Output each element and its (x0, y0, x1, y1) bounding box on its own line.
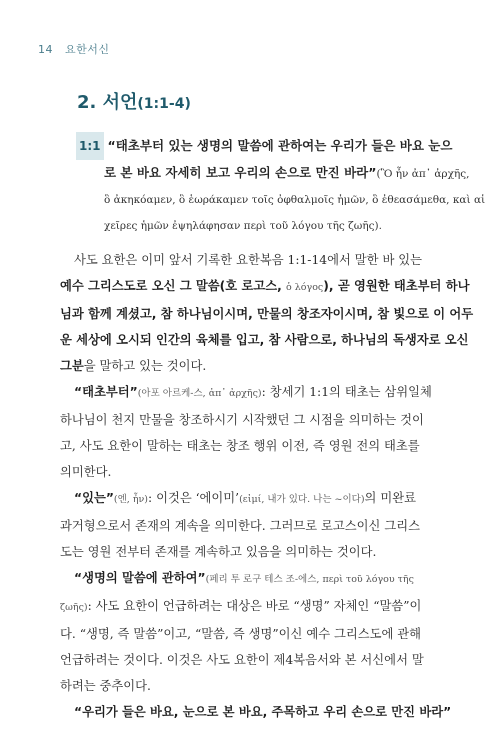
verse-line-1 (76, 132, 453, 160)
p1-bold-a: 예수 그리스도로 오신 그 말씀(호 로고스, (60, 279, 287, 293)
p1-line-4: 운 세상에 오시되 인간의 육체를 입고, 참 사람으로, 하나님의 독생자로 오신 (60, 333, 469, 347)
p2-line-1 (60, 379, 442, 407)
p3-line-2: 과거형으로서 존재의 계속을 의미한다. 그러므로 로고스이신 그리스 (60, 519, 420, 533)
p2-line-2: 하나님이 천지 만물을 창조하시기 시작했던 그 시점을 의미하는 것이 (60, 413, 424, 427)
p1-line-5 (60, 353, 442, 379)
p4-line-2 (60, 593, 442, 621)
p4-note-2: ζωῆς) (60, 602, 88, 613)
p4-term-note: (페리 투 로구 테스 조-에스, περὶ τοῦ λόγου τῆς (205, 574, 414, 585)
p1-line-2 (60, 273, 470, 301)
p4-line-3: 다. “생명, 즉 말씀”이고, “말씀, 즉 생명”이신 예수 그리스도에 관해 (60, 627, 422, 641)
section-reference: (1:1-4) (137, 96, 191, 112)
p3-term: “있는” (74, 491, 114, 505)
page-number: 14 (38, 43, 53, 56)
verse-text-1: “태초부터 있는 생명의 말씀에 관하여는 우리가 들은 바요 눈으 (107, 138, 453, 153)
p2-line-3: 고, 사도 요한이 말하는 태초는 창조 행위 이전, 즉 영원 전의 태초를 (60, 439, 420, 453)
p4-line-5: 하려는 중추이다. (60, 679, 151, 693)
commentary-body (60, 247, 474, 725)
p2-line-4: 의미한다. (60, 465, 112, 479)
paragraph-3 (60, 485, 442, 565)
section-heading (77, 88, 191, 114)
paragraph-1 (60, 247, 474, 379)
p1-line-3: 님과 함께 계셨고, 참 하나님이시며, 만물의 창조자이시며, 참 빛으로 이 어두 (60, 307, 474, 321)
p4-line-4: 언급하려는 것이다. 이것은 사도 요한이 제4복음서와 본 서신에서 말 (60, 653, 424, 667)
p2-term: “태초부터” (74, 385, 138, 399)
paragraph-5 (60, 699, 452, 725)
verse-line-2 (104, 160, 470, 187)
p3-text-a: : 이것은 ‘에이미’ (148, 491, 240, 505)
p3-note: (εἰμί, 내가 있다. 나는 ~이다) (239, 494, 365, 505)
running-header (38, 41, 110, 57)
p4-term: “생명의 말씀에 관하여” (74, 571, 206, 585)
paragraph-2 (60, 379, 442, 485)
p3-line-1 (60, 485, 442, 513)
p5-term: “우리가 들은 바요, 눈으로 본 바요, 주목하고 우리 손으로 만진 바라” (74, 705, 452, 719)
p3-term-note: (엔, ἦν) (113, 494, 149, 505)
paragraph-4 (60, 565, 442, 699)
p4-line-1 (60, 565, 442, 593)
p1-greek: ὁ λόγος (286, 282, 324, 293)
p4-line-2-rest: : 사도 요한이 언급하려는 대상은 바로 “생명” 자체인 “말씀”이 (87, 599, 422, 613)
p3-text-b: 의 미완료 (364, 491, 416, 505)
p1-line-1: 사도 요한은 이미 앞서 기록한 요한복음 1:1-14에서 말한 바 있는 (74, 253, 422, 267)
p1-bold-b: ), 곧 영원한 태초부터 하나 (323, 279, 470, 293)
p1-rest: 을 말하고 있는 것이다. (83, 359, 207, 373)
verse-text-2: 로 본 바요 자세히 보고 우리의 손으로 만진 바라” (104, 165, 377, 180)
p2-term-note: (아포 아르케-스, ἀπ᾽ ἀρχῆς) (137, 388, 262, 399)
verse-number: 1:1 (76, 132, 104, 160)
verse-greek-2: (Ὃ ἦν ἀπ᾽ ἀρχῆς, (376, 168, 470, 180)
p2-line-1-rest: : 창세기 1:1의 태초는 삼위일체 (261, 385, 432, 399)
p3-line-3: 도는 영원 전부터 존재를 계속하고 있음을 의미하는 것이다. (60, 545, 377, 559)
p1-bold-c: 그분 (60, 359, 84, 373)
verse-greek-line-4: χεῖρες ἡμῶν ἐψηλάφησαν περὶ τοῦ λόγου τῆς ζωῆς). (104, 220, 382, 232)
verse-greek-line-3: ὃ ἀκηκόαμεν, ὃ ἑωράκαμεν τοῖς ὀφθαλμοῖς ἡμῶν, ὃ ἐθεασάμεθα, καὶ αἱ (104, 194, 486, 206)
section-title-text: 2. 서언 (77, 92, 138, 113)
book-title: 요한서신 (65, 43, 110, 56)
verse-quote (79, 132, 486, 239)
